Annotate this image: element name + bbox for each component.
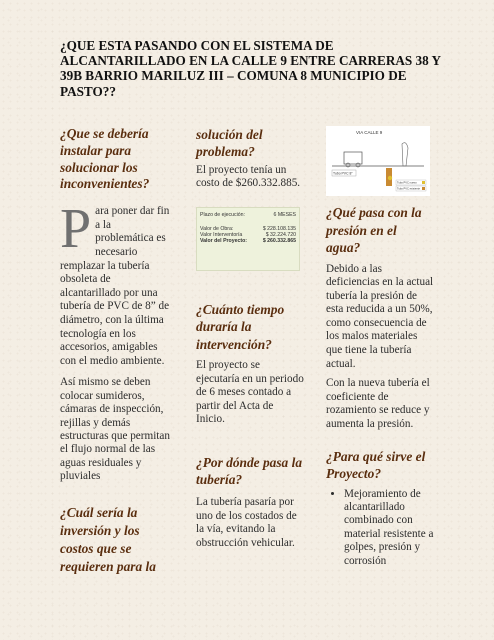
purpose-list	[326, 488, 434, 568]
paragraph-pressure-2: Con la nueva tubería el coeficiente de rozamiento se reduce y aumenta la presión.	[326, 377, 430, 431]
pipe-existing-icon	[388, 176, 392, 180]
heading-investment: ¿Cuál sería la inversión y los costos que se requieren para la	[60, 504, 156, 574]
budget-row-label: Valor de Obra:	[200, 226, 234, 233]
paragraph-solution-text: ara poner dar fin a la problemática es necesario remplazar la tubería obsoleta de alcantarillado por una tubería de PVC de 8” de diámetro, con la última tecnología en los accesorios, amigables con el medio ambiente.	[60, 205, 170, 367]
plazo-label: Plazo de ejecución:	[200, 211, 245, 218]
paragraph-pressure-1: Debido a las deficiencias en la actual tubería la presión de esta reducida a un 50%, como consecuencia de los malos materiales que tiene la tubería actual.	[326, 262, 434, 370]
paragraph-duration: El proyecto se ejecutaría en un periodo de 6 meses contado a partir del Acta de Inicio.	[196, 359, 304, 425]
column-1	[60, 126, 172, 576]
car-icon	[344, 152, 362, 164]
plazo-value: 6 MESES	[273, 211, 296, 218]
diagram-label-street: VIA CALLE 9	[356, 130, 383, 135]
legend-label: Tubo PVC existente	[397, 187, 420, 191]
heading-water-pressure: ¿Qué pasa con la presión en el agua?	[326, 205, 422, 255]
budget-row-label: Valor del Proyecto:	[200, 238, 247, 245]
drop-cap: P	[60, 198, 92, 261]
heading-solution-cont: solución del problema?	[196, 127, 263, 159]
legend-swatch	[422, 187, 425, 190]
paragraph-structures: Así mismo se deben colocar sumideros, cámaras de inspección, rejillas y demás estructuras que permitan el flujo normal de las aguas residuales y pluviales	[60, 376, 170, 483]
heading-duration: ¿Cuánto tiempo duraría la intervención?	[196, 301, 285, 352]
budget-row-value: $ 228.108.135	[262, 226, 296, 233]
heading-pipe-route: ¿Por dónde pasa la tubería?	[196, 455, 303, 488]
column-2	[196, 126, 304, 550]
heading-what-to-install: ¿Que se debería instalar para solucionar los inconvenientes?	[60, 126, 150, 192]
heading-project-purpose: ¿Para qué sirve el Proyecto?	[326, 448, 426, 481]
budget-table	[196, 207, 300, 271]
paragraph-pipe-route: La tubería pasaría por uno de los costados de la vía, evitando la obstrucción vehicular.	[196, 496, 297, 549]
paragraph-cost: El proyecto tenía un costo de $260.332.885.	[196, 164, 301, 190]
list-item: • Mejoramiento de alcantarillado combinado con material resistente a golpes, presión y corrosión	[344, 488, 434, 568]
budget-row-total	[200, 238, 296, 244]
pipe-label: Tubo PVC 8"	[333, 171, 353, 176]
column-3	[326, 126, 434, 568]
budget-row-value: $ 260.332.865	[262, 238, 296, 245]
budget-row-label: Valor Interventoría	[200, 232, 243, 239]
cross-section-svg	[326, 126, 430, 196]
legend-swatch	[422, 181, 425, 184]
budget-row-value: $ 32.224.720	[265, 232, 296, 239]
page-title: ¿QUE ESTA PASANDO CON EL SISTEMA DE ALCANTARILLADO EN LA CALLE 9 ENTRE CARRERAS 38 Y 39B BARRIO MARILUZ III – COMUNA 8 MUNICIPIO DE PASTO??	[60, 38, 441, 99]
paragraph-solution	[60, 198, 172, 368]
street-cross-section-diagram	[326, 126, 430, 196]
person-icon	[402, 143, 408, 166]
legend-label: Tubo PVC nuevo	[397, 181, 417, 185]
